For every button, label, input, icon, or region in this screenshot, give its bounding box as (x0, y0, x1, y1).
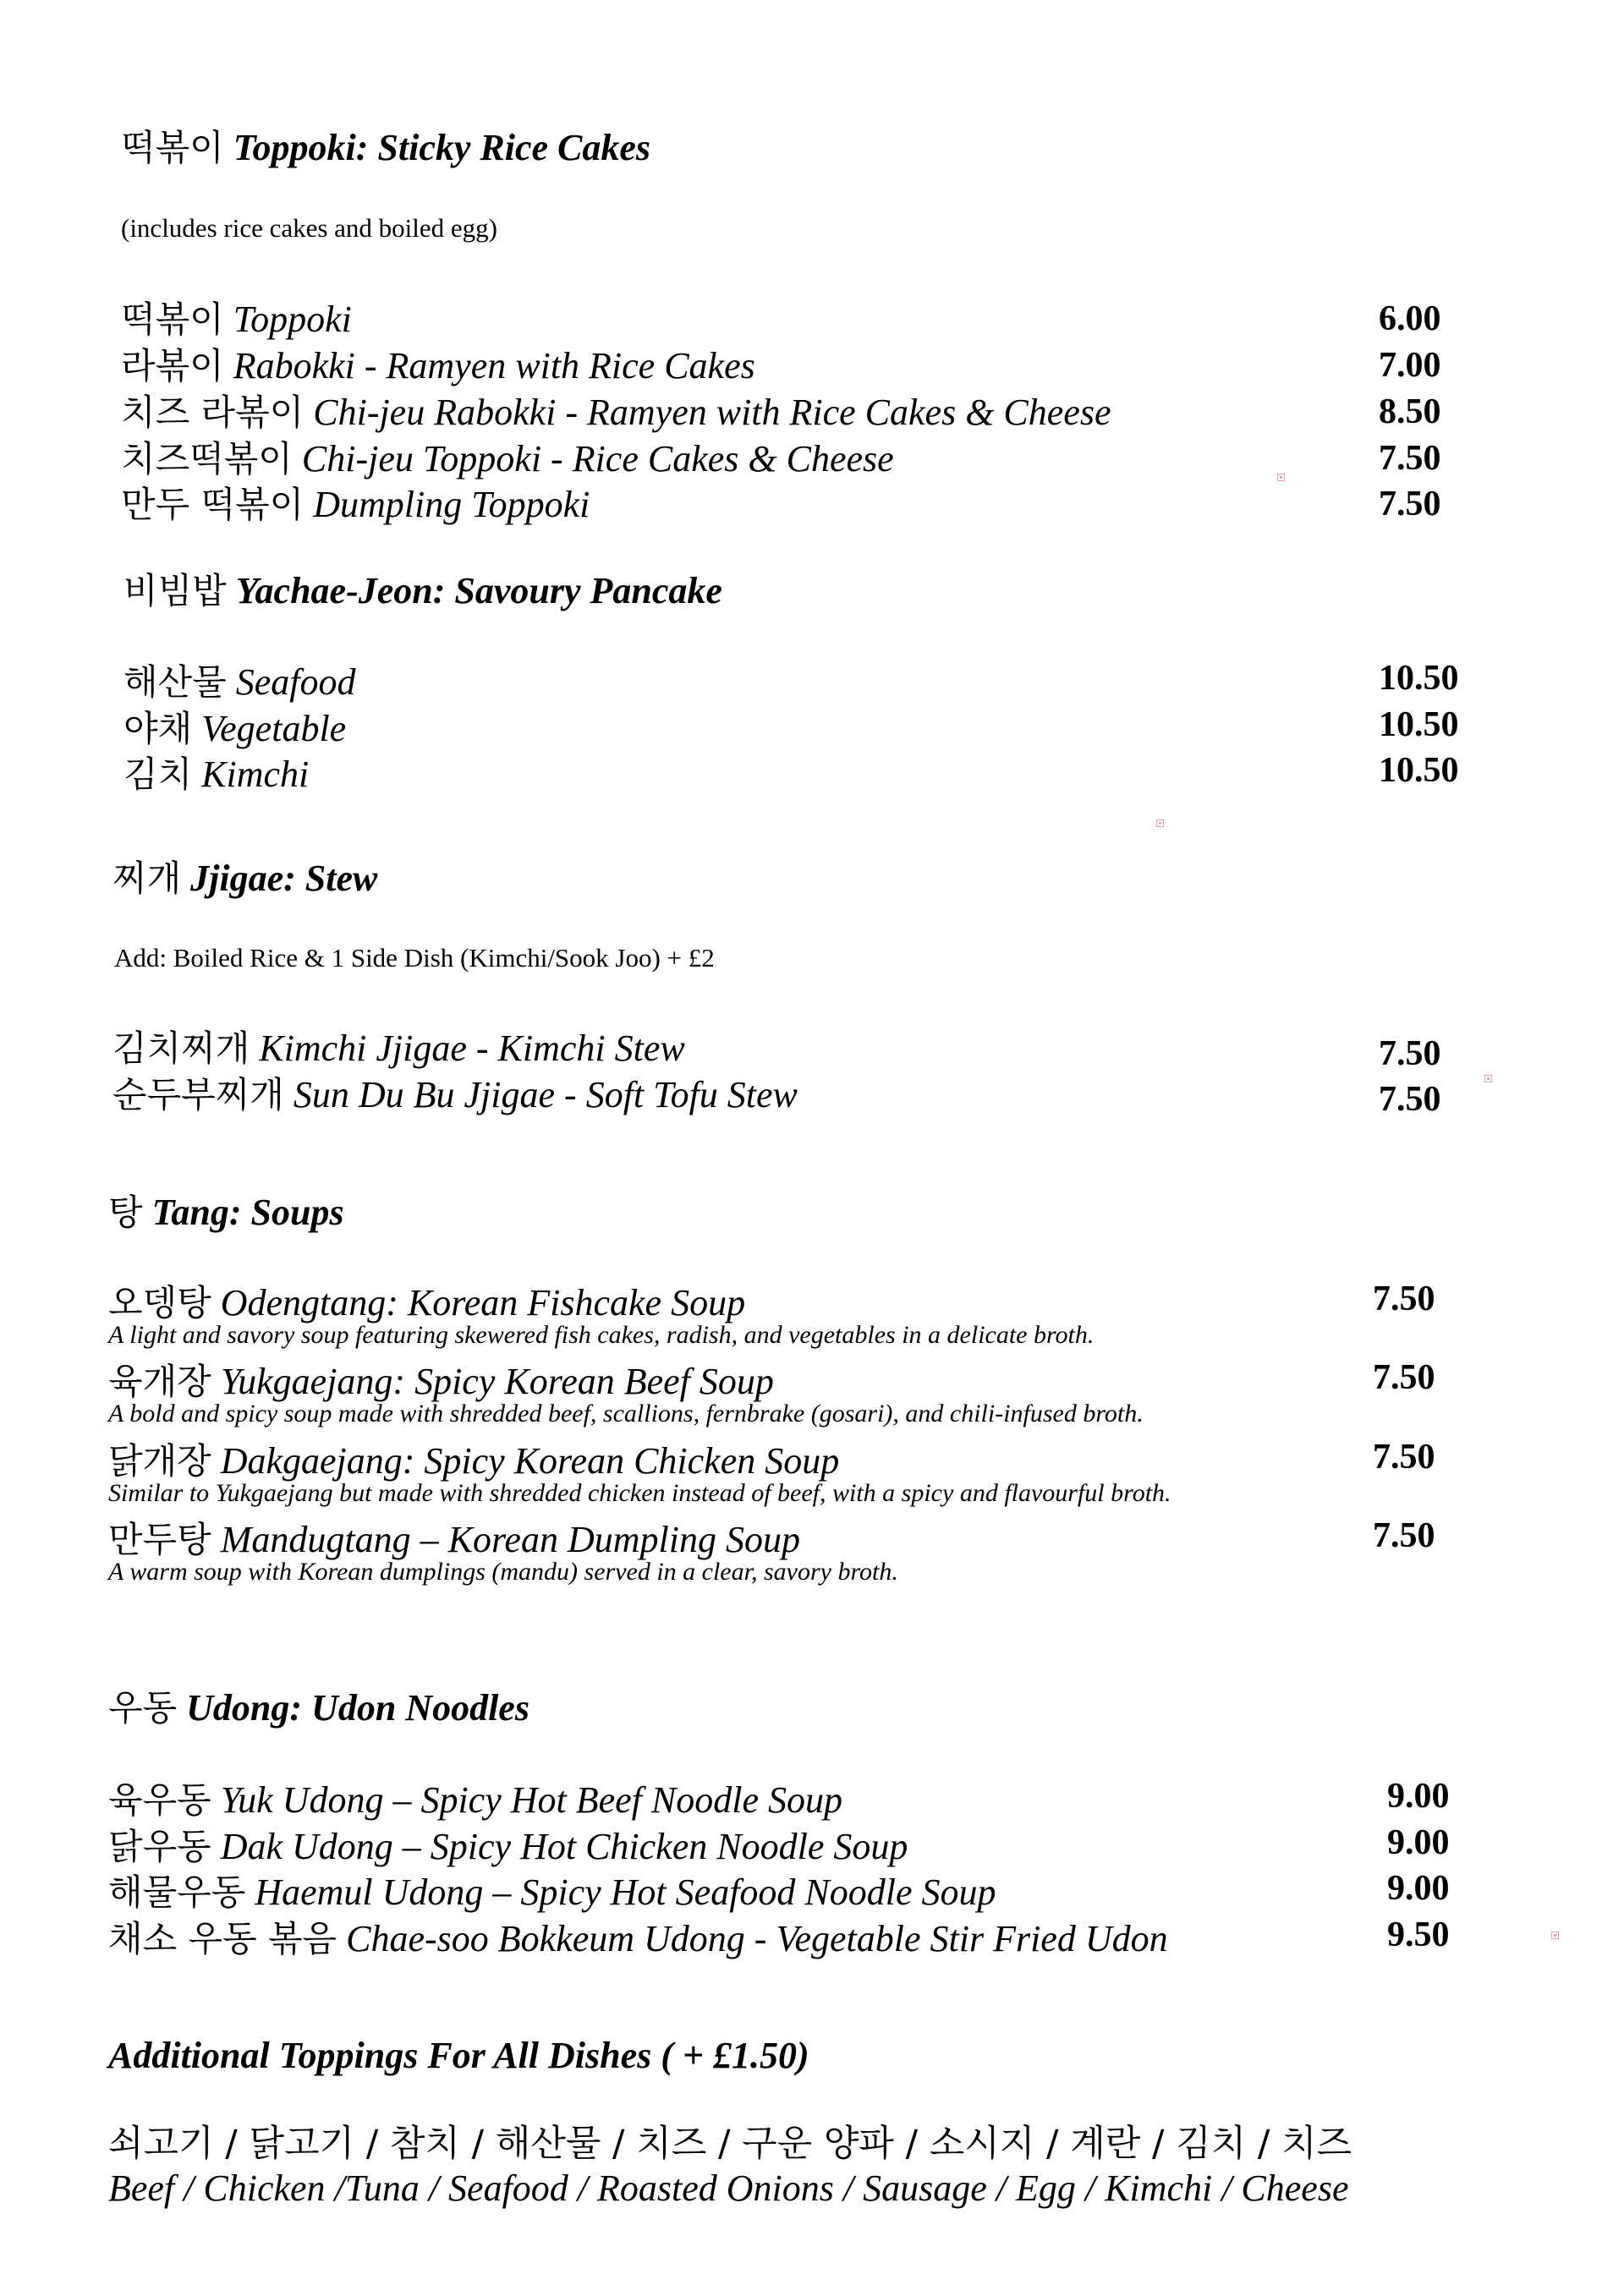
menu-item (123, 701, 346, 752)
section-header-korean: 우동 (108, 1687, 178, 1729)
menu-item (123, 747, 309, 797)
section-note: Add: Boiled Rice & 1 Side Dish (Kimchi/Sook Joo) + £2 (114, 943, 715, 973)
item-price: 7.50 (1373, 1280, 1435, 1318)
section-header-english: Toppoki: Sticky Rice Cakes (233, 127, 651, 168)
item-english: Sun Du Bu Jjigae - Soft Tofu Stew (293, 1074, 798, 1115)
item-english: Kimchi Jjigae - Kimchi Stew (259, 1027, 685, 1069)
item-price: 9.50 (1387, 1915, 1450, 1954)
menu-item (121, 477, 590, 528)
scan-mark (1484, 1075, 1492, 1082)
toppings-korean-list: 쇠고기 / 닭고기 / 참치 / 해산물 / 치즈 / 구운 양파 / 소시지 / 계란 / 김치 / 치즈 (108, 2123, 1352, 2165)
item-description: A light and savory soup featuring skewered fish cakes, radish, and vegetables in a delicate broth. (108, 1321, 1095, 1349)
item-english: Haemul Udong – Spicy Hot Seafood Noodle Soup (255, 1871, 996, 1913)
section-header-korean: 탕 (108, 1192, 143, 1233)
item-korean: 야채 (123, 708, 193, 749)
item-korean: 떡볶이 (121, 299, 224, 340)
item-english: Dumpling Toppoki (313, 484, 590, 525)
section-header-english: Yachae-Jeon: Savoury Pancake (235, 570, 722, 611)
menu-item (121, 385, 1111, 436)
item-english: Dakgaejang: Spicy Korean Chicken Soup (220, 1440, 840, 1482)
item-english: Seafood (235, 661, 356, 703)
section-header-english: Jjigae: Stew (190, 858, 378, 899)
menu-item (121, 338, 755, 389)
section-header-stew (112, 851, 377, 901)
section-header-korean: 비빔밥 (123, 570, 227, 611)
menu-item (108, 1512, 800, 1563)
item-english: Chi-jeu Toppoki - Rice Cakes & Cheese (301, 438, 894, 479)
item-english: Odengtang: Korean Fishcake Soup (220, 1282, 746, 1323)
item-price: 7.50 (1373, 1358, 1435, 1397)
item-price: 7.50 (1373, 1438, 1435, 1477)
item-price: 8.50 (1379, 392, 1441, 431)
scan-mark (1156, 819, 1164, 827)
menu-item (108, 1354, 774, 1405)
item-english: Toppoki (233, 299, 352, 340)
item-price: 10.50 (1379, 705, 1459, 744)
section-header-udon (108, 1680, 529, 1731)
item-english: Kimchi (201, 753, 310, 795)
item-english: Chi-jeu Rabokki - Ramyen with Rice Cakes & Cheese (313, 392, 1111, 433)
section-header-toppoki (121, 120, 650, 171)
menu-item (121, 292, 352, 342)
item-english: Rabokki - Ramyen with Rice Cakes (233, 345, 755, 386)
section-header-korean: 떡볶이 (121, 127, 224, 168)
item-english: Vegetable (201, 708, 347, 749)
menu-item (108, 1865, 996, 1915)
item-korean: 육개장 (108, 1361, 211, 1402)
item-korean: 라볶이 (121, 345, 224, 386)
section-header-english: Tang: Soups (151, 1192, 344, 1233)
item-korean: 만두탕 (108, 1519, 211, 1560)
item-description: A bold and spicy soup made with shredded beef, scallions, fernbrake (gosari), and chili-infused broth. (108, 1400, 1144, 1427)
menu-item (108, 1275, 745, 1326)
section-header-soups (108, 1185, 344, 1236)
menu-item (112, 1021, 685, 1071)
item-english: Mandugtang – Korean Dumpling Soup (220, 1519, 800, 1560)
toppings-english-list: Beef / Chicken /Tuna / Seafood / Roasted Onions / Sausage / Egg / Kimchi / Cheese (108, 2167, 1349, 2209)
menu-item (108, 1773, 842, 1823)
menu-item (121, 431, 894, 482)
item-korean: 만두 떡볶이 (121, 484, 304, 525)
item-description: Similar to Yukgaejang but made with shredded chicken instead of beef, with a spicy and flavourful broth. (108, 1479, 1171, 1507)
item-english: Dak Udong – Spicy Hot Chicken Noodle Soup (220, 1826, 908, 1867)
item-korean: 김치 (123, 753, 193, 795)
section-header-english: Udong: Udon Noodles (186, 1687, 529, 1729)
section-header-korean: 찌개 (112, 858, 182, 899)
item-english: Yuk Udong – Spicy Hot Beef Noodle Soup (220, 1779, 842, 1821)
menu-item (108, 1819, 908, 1870)
item-korean: 오뎅탕 (108, 1282, 211, 1323)
item-korean: 치즈 라볶이 (121, 392, 304, 433)
section-header-pancake (123, 563, 722, 614)
item-korean: 육우동 (108, 1779, 211, 1821)
item-korean: 해물우동 (108, 1871, 246, 1913)
item-korean: 김치찌개 (112, 1027, 250, 1069)
item-price: 9.00 (1387, 1823, 1450, 1862)
item-price: 7.00 (1379, 346, 1441, 385)
item-korean: 순두부찌개 (112, 1074, 284, 1115)
menu-item (108, 1433, 839, 1484)
item-price: 7.50 (1379, 439, 1441, 478)
item-korean: 해산물 (123, 661, 227, 703)
menu-item (108, 1911, 1168, 1962)
item-price: 7.50 (1379, 1034, 1441, 1073)
scan-mark (1277, 474, 1285, 481)
item-korean: 치즈떡볶이 (121, 438, 293, 479)
item-price: 10.50 (1379, 659, 1459, 698)
item-price: 9.00 (1387, 1777, 1450, 1816)
item-price: 7.50 (1379, 1080, 1441, 1119)
item-english: Chae-soo Bokkeum Udong - Vegetable Stir Fried Udon (346, 1918, 1168, 1959)
item-price: 10.50 (1379, 751, 1459, 790)
section-note: (includes rice cakes and boiled egg) (121, 213, 498, 243)
item-price: 9.00 (1387, 1869, 1450, 1908)
item-korean: 채소 우동 볶음 (108, 1918, 337, 1959)
menu-item (112, 1067, 798, 1118)
item-korean: 닭개장 (108, 1440, 211, 1482)
item-korean: 닭우동 (108, 1826, 211, 1867)
item-price: 7.50 (1379, 485, 1441, 523)
menu-item (123, 655, 355, 705)
item-price: 7.50 (1373, 1516, 1435, 1555)
item-english: Yukgaejang: Spicy Korean Beef Soup (220, 1361, 774, 1402)
scan-mark (1551, 1932, 1559, 1939)
item-price: 6.00 (1379, 299, 1441, 338)
item-description: A warm soup with Korean dumplings (mandu) served in a clear, savory broth. (108, 1558, 898, 1586)
toppings-header: Additional Toppings For All Dishes ( + £1.50) (108, 2035, 809, 2076)
